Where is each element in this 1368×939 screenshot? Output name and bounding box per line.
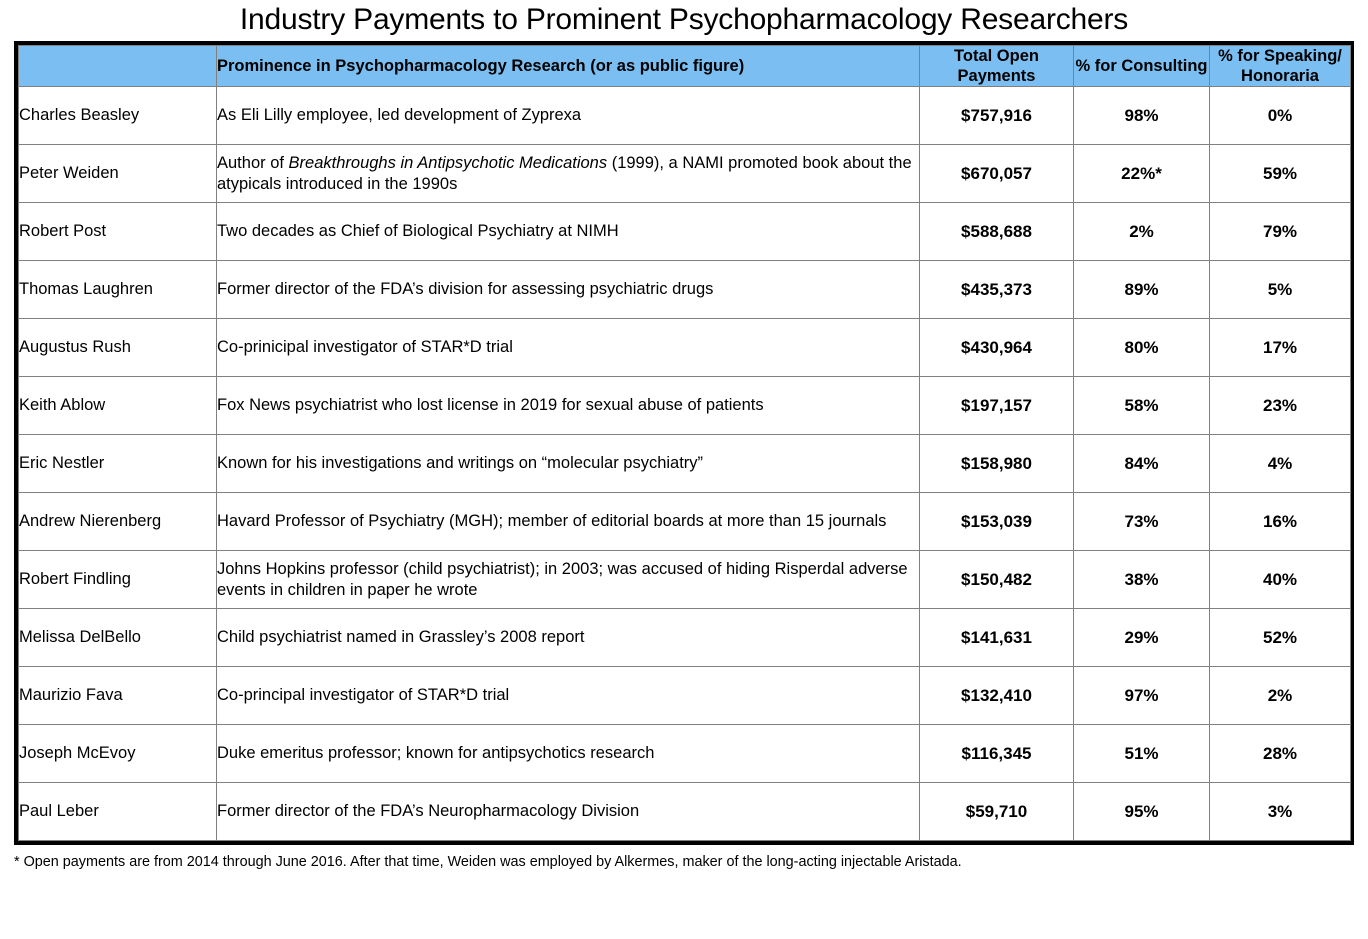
cell-total-open-payments: $116,345 <box>920 725 1074 783</box>
cell-pct-speaking: 16% <box>1210 493 1351 551</box>
cell-total-open-payments: $430,964 <box>920 319 1074 377</box>
column-header-consulting: % for Consulting <box>1074 46 1210 87</box>
cell-total-open-payments: $588,688 <box>920 203 1074 261</box>
table-row <box>19 435 1351 493</box>
table-body <box>19 87 1351 841</box>
cell-total-open-payments: $153,039 <box>920 493 1074 551</box>
column-header-prominence: Prominence in Psychopharmacology Research (or as public figure) <box>217 46 920 87</box>
cell-total-open-payments: $435,373 <box>920 261 1074 319</box>
cell-pct-speaking: 4% <box>1210 435 1351 493</box>
payments-table-container <box>14 41 1354 845</box>
cell-pct-consulting: 73% <box>1074 493 1210 551</box>
cell-total-open-payments: $132,410 <box>920 667 1074 725</box>
cell-prominence: Child psychiatrist named in Grassley’s 2008 report <box>217 609 920 667</box>
cell-researcher-name: Melissa DelBello <box>19 609 217 667</box>
cell-researcher-name: Keith Ablow <box>19 377 217 435</box>
cell-prominence: Known for his investigations and writings on “molecular psychiatry” <box>217 435 920 493</box>
table-row <box>19 667 1351 725</box>
cell-prominence: Former director of the FDA’s division for assessing psychiatric drugs <box>217 261 920 319</box>
table-row <box>19 87 1351 145</box>
cell-researcher-name: Thomas Laughren <box>19 261 217 319</box>
cell-researcher-name: Paul Leber <box>19 783 217 841</box>
cell-pct-consulting: 22%* <box>1074 145 1210 203</box>
table-row <box>19 609 1351 667</box>
cell-pct-speaking: 28% <box>1210 725 1351 783</box>
cell-prominence: Havard Professor of Psychiatry (MGH); member of editorial boards at more than 15 journals <box>217 493 920 551</box>
cell-pct-consulting: 95% <box>1074 783 1210 841</box>
cell-researcher-name: Robert Post <box>19 203 217 261</box>
cell-researcher-name: Eric Nestler <box>19 435 217 493</box>
cell-pct-speaking: 23% <box>1210 377 1351 435</box>
cell-prominence: As Eli Lilly employee, led development of Zyprexa <box>217 87 920 145</box>
cell-pct-speaking: 2% <box>1210 667 1351 725</box>
cell-researcher-name: Maurizio Fava <box>19 667 217 725</box>
cell-pct-consulting: 58% <box>1074 377 1210 435</box>
cell-pct-speaking: 59% <box>1210 145 1351 203</box>
cell-pct-speaking: 17% <box>1210 319 1351 377</box>
cell-prominence: Johns Hopkins professor (child psychiatrist); in 2003; was accused of hiding Risperdal adverse events in children in paper he wrote <box>217 551 920 609</box>
cell-researcher-name: Charles Beasley <box>19 87 217 145</box>
cell-pct-consulting: 29% <box>1074 609 1210 667</box>
table-row <box>19 319 1351 377</box>
cell-researcher-name: Andrew Nierenberg <box>19 493 217 551</box>
cell-researcher-name: Augustus Rush <box>19 319 217 377</box>
cell-pct-speaking: 52% <box>1210 609 1351 667</box>
cell-researcher-name: Peter Weiden <box>19 145 217 203</box>
cell-prominence: Author of Breakthroughs in Antipsychotic Medications (1999), a NAMI promoted book about the atypicals introduced in the 1990s <box>217 145 920 203</box>
cell-total-open-payments: $197,157 <box>920 377 1074 435</box>
table-row <box>19 261 1351 319</box>
table-row <box>19 783 1351 841</box>
cell-total-open-payments: $150,482 <box>920 551 1074 609</box>
cell-pct-consulting: 98% <box>1074 87 1210 145</box>
cell-total-open-payments: $141,631 <box>920 609 1074 667</box>
cell-pct-speaking: 40% <box>1210 551 1351 609</box>
cell-prominence: Duke emeritus professor; known for antipsychotics research <box>217 725 920 783</box>
cell-pct-speaking: 5% <box>1210 261 1351 319</box>
cell-prominence: Co-principal investigator of STAR*D trial <box>217 667 920 725</box>
page-title: Industry Payments to Prominent Psychopharmacology Researchers <box>239 3 1129 36</box>
header-row <box>19 46 1351 87</box>
cell-prominence: Co-prinicipal investigator of STAR*D trial <box>217 319 920 377</box>
column-header-speaking: % for Speaking/ Honoraria <box>1210 46 1351 87</box>
cell-prominence: Former director of the FDA’s Neuropharmacology Division <box>217 783 920 841</box>
column-header-name <box>19 46 217 87</box>
cell-total-open-payments: $59,710 <box>920 783 1074 841</box>
cell-pct-speaking: 0% <box>1210 87 1351 145</box>
cell-prominence: Two decades as Chief of Biological Psychiatry at NIMH <box>217 203 920 261</box>
cell-pct-consulting: 89% <box>1074 261 1210 319</box>
table-row <box>19 493 1351 551</box>
cell-total-open-payments: $757,916 <box>920 87 1074 145</box>
cell-total-open-payments: $670,057 <box>920 145 1074 203</box>
cell-total-open-payments: $158,980 <box>920 435 1074 493</box>
cell-pct-consulting: 84% <box>1074 435 1210 493</box>
cell-pct-speaking: 79% <box>1210 203 1351 261</box>
payments-table <box>18 45 1351 841</box>
cell-prominence: Fox News psychiatrist who lost license in 2019 for sexual abuse of patients <box>217 377 920 435</box>
cell-pct-consulting: 51% <box>1074 725 1210 783</box>
cell-pct-consulting: 97% <box>1074 667 1210 725</box>
cell-pct-consulting: 2% <box>1074 203 1210 261</box>
table-row <box>19 145 1351 203</box>
table-header <box>19 46 1351 87</box>
column-header-total: Total Open Payments <box>920 46 1074 87</box>
cell-pct-consulting: 38% <box>1074 551 1210 609</box>
table-row <box>19 551 1351 609</box>
table-row <box>19 203 1351 261</box>
footnote: * Open payments are from 2014 through June 2016. After that time, Weiden was employed by Alkermes, maker of the long-acting injectable Aristada. <box>14 854 962 871</box>
cell-researcher-name: Robert Findling <box>19 551 217 609</box>
cell-researcher-name: Joseph McEvoy <box>19 725 217 783</box>
table-row <box>19 377 1351 435</box>
cell-pct-consulting: 80% <box>1074 319 1210 377</box>
table-row <box>19 725 1351 783</box>
cell-pct-speaking: 3% <box>1210 783 1351 841</box>
